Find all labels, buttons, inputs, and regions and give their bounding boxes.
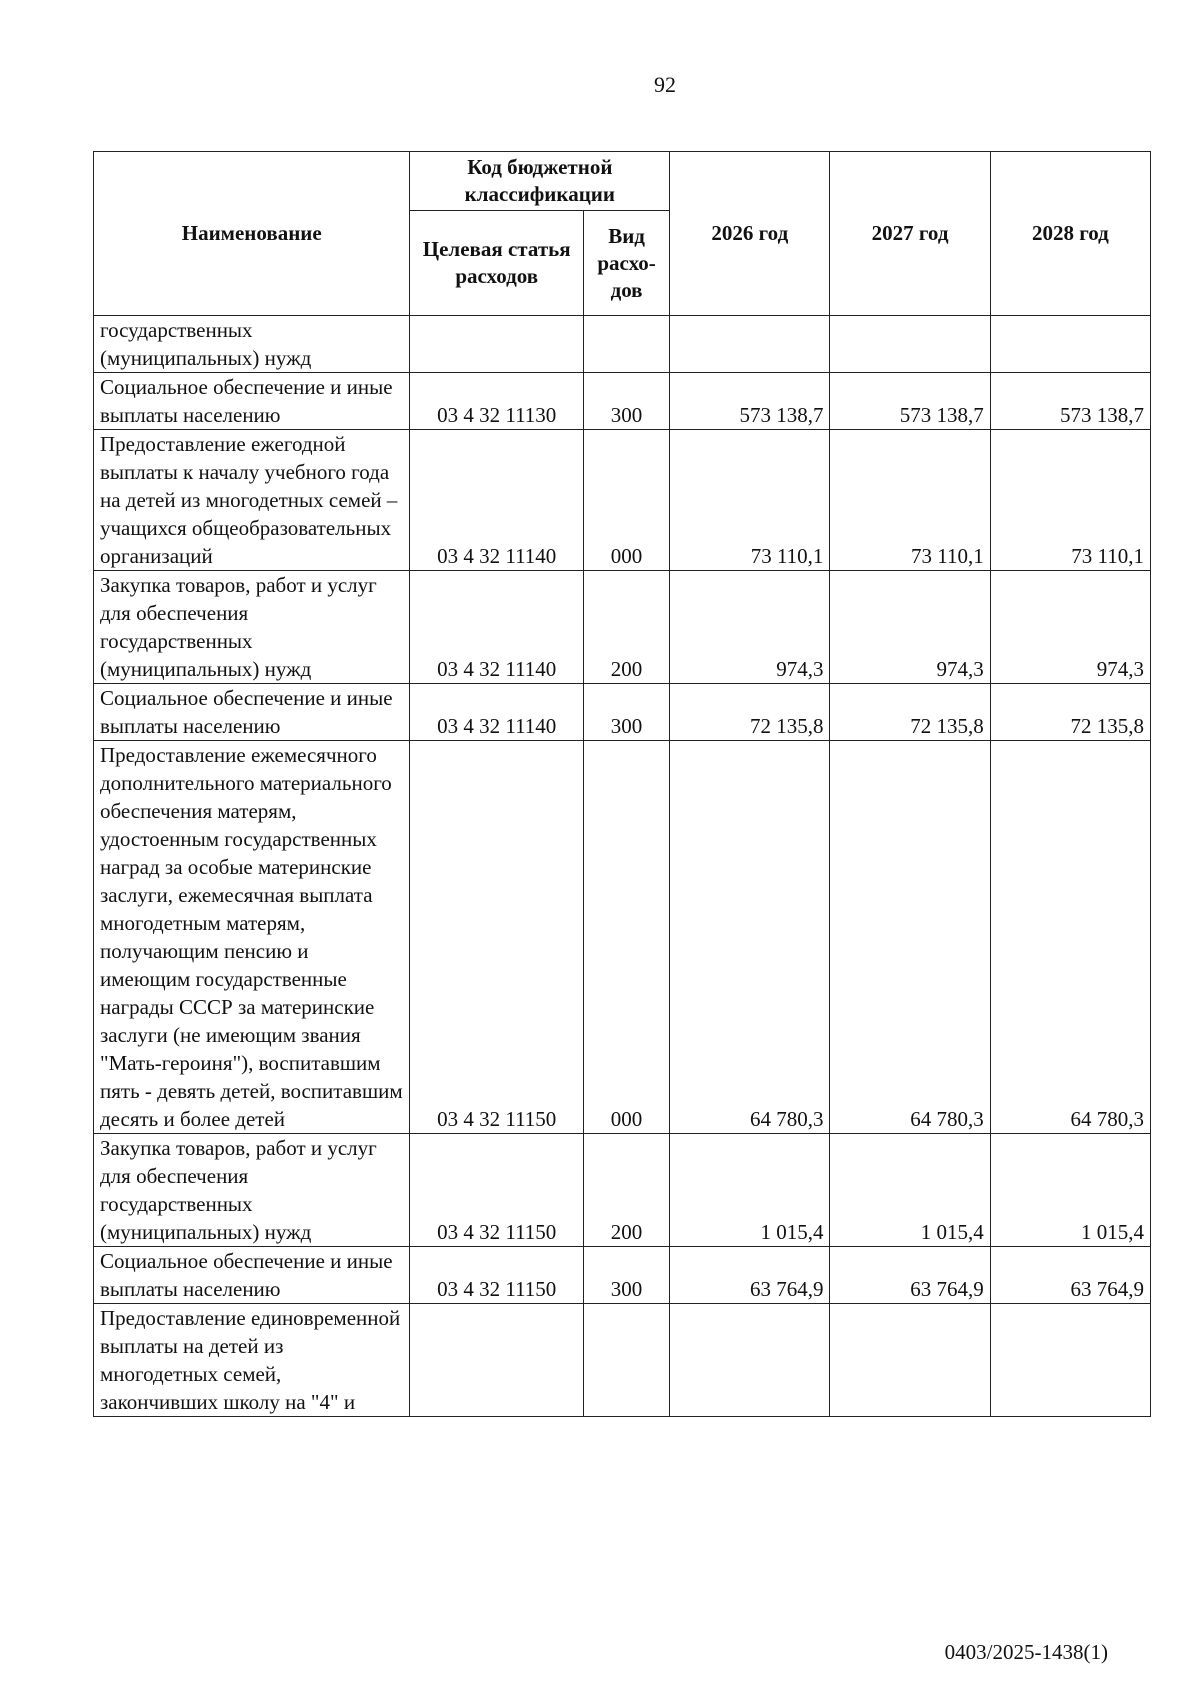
header-expense-type: Вид расхо-дов [583,211,669,316]
row-name: Закупка товаров, работ и услуг для обеспечения государственных (муниципальных) нужд [94,571,410,684]
row-name: Социальное обеспечение и иные выплаты населению [94,684,410,741]
row-target-code: 03 4 32 11140 [410,571,583,684]
row-amount-2026: 573 138,7 [670,373,830,430]
row-amount-2026: 72 135,8 [670,684,830,741]
table-row [94,316,1151,373]
row-target-code [410,316,583,373]
row-target-code: 03 4 32 11150 [410,741,583,1134]
row-name: Социальное обеспечение и иные выплаты населению [94,373,410,430]
row-amount-2026: 1 015,4 [670,1134,830,1247]
table-row [94,1247,1151,1304]
header-year-2027: 2027 год [830,152,990,316]
row-amount-2028: 1 015,4 [990,1134,1150,1247]
row-target-code: 03 4 32 11130 [410,373,583,430]
row-amount-2028: 573 138,7 [990,373,1150,430]
row-amount-2026 [670,316,830,373]
row-amount-2027 [830,1304,990,1417]
row-target-code: 03 4 32 11140 [410,684,583,741]
row-target-code [410,1304,583,1417]
header-year-2026: 2026 год [670,152,830,316]
row-name: Предоставление единовременной выплаты на детей из многодетных семей, закончивших школу на "4" и [94,1304,410,1417]
row-amount-2027 [830,316,990,373]
table-row [94,373,1151,430]
row-amount-2027: 63 764,9 [830,1247,990,1304]
row-amount-2026 [670,1304,830,1417]
header-year-2028: 2028 год [990,152,1150,316]
row-amount-2026: 63 764,9 [670,1247,830,1304]
row-amount-2027: 573 138,7 [830,373,990,430]
row-target-code: 03 4 32 11140 [410,430,583,571]
row-expense-type: 000 [583,741,669,1134]
row-name: государственных (муниципальных) нужд [94,316,410,373]
row-expense-type: 000 [583,430,669,571]
header-name: Наименование [94,152,410,316]
table-row [94,1134,1151,1247]
document-code: 0403/2025-1438(1) [944,1640,1108,1664]
row-expense-type [583,1304,669,1417]
row-amount-2026: 73 110,1 [670,430,830,571]
row-expense-type: 200 [583,571,669,684]
table-row [94,430,1151,571]
header-target-article: Целевая статья расходов [410,211,583,316]
row-amount-2026: 64 780,3 [670,741,830,1134]
row-expense-type: 300 [583,684,669,741]
row-expense-type: 300 [583,373,669,430]
table-row [94,1304,1151,1417]
table-header [94,152,1151,316]
table-row [94,741,1151,1134]
row-name: Социальное обеспечение и иные выплаты населению [94,1247,410,1304]
budget-table [93,151,1151,1417]
row-amount-2028: 64 780,3 [990,741,1150,1134]
page-number: 92 [654,72,676,97]
row-amount-2028 [990,316,1150,373]
row-name: Закупка товаров, работ и услуг для обеспечения государственных (муниципальных) нужд [94,1134,410,1247]
row-amount-2027: 72 135,8 [830,684,990,741]
row-amount-2028: 974,3 [990,571,1150,684]
row-amount-2027: 974,3 [830,571,990,684]
row-amount-2027: 73 110,1 [830,430,990,571]
row-expense-type: 300 [583,1247,669,1304]
row-amount-2028: 72 135,8 [990,684,1150,741]
row-target-code: 03 4 32 11150 [410,1134,583,1247]
row-amount-2028: 63 764,9 [990,1247,1150,1304]
header-classification-group: Код бюджетной классификации [410,152,670,211]
row-target-code: 03 4 32 11150 [410,1247,583,1304]
row-amount-2027: 1 015,4 [830,1134,990,1247]
row-amount-2026: 974,3 [670,571,830,684]
table-row [94,684,1151,741]
row-name: Предоставление ежемесячного дополнительного материального обеспечения матерям, удостоенным государственных наград за особые материнские заслуги, ежемесячная выплата многодетным матерям, получающим пенсию и имеющим государственные награды СССР за материнские заслуги (не имеющим звания "Мать-героиня"), воспитавшим пять - девять детей, воспитавшим десять и более детей [94,741,410,1134]
row-amount-2028 [990,1304,1150,1417]
row-expense-type: 200 [583,1134,669,1247]
table-row [94,571,1151,684]
row-amount-2027: 64 780,3 [830,741,990,1134]
row-expense-type [583,316,669,373]
table-body [94,316,1151,1417]
row-name: Предоставление ежегодной выплаты к началу учебного года на детей из многодетных семей – учащихся общеобразовательных организаций [94,430,410,571]
row-amount-2028: 73 110,1 [990,430,1150,571]
